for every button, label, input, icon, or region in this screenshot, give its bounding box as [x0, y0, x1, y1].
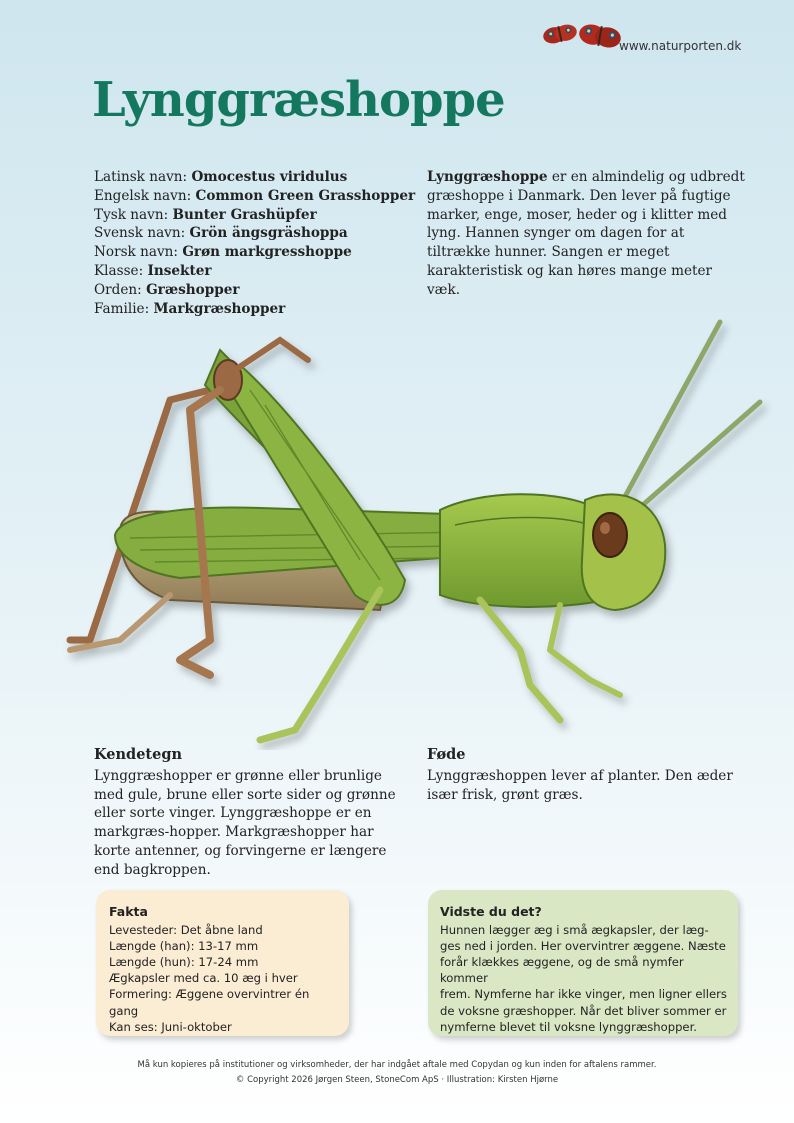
name-row — [94, 224, 414, 243]
butterflies-logo-icon — [536, 14, 626, 60]
name-label: Svensk navn: — [94, 225, 186, 242]
fakta-box — [96, 890, 349, 1036]
fode-section — [427, 746, 747, 804]
name-row — [94, 206, 414, 225]
name-value: Bunter Grashüpfer — [172, 206, 317, 223]
name-label: Norsk navn: — [94, 244, 178, 261]
name-label: Familie: — [94, 300, 150, 317]
grasshopper-illustration — [60, 310, 780, 750]
name-value: Insekter — [147, 262, 212, 279]
fode-heading: Føde — [427, 746, 466, 763]
vidste-line: Hunnen lægger æg i små ægkapsler, der læg- — [440, 923, 709, 938]
names-list — [94, 168, 414, 318]
footer-copy-notice: Må kun kopieres på institutioner og virksomheder, der har indgået aftale med Copydan og kun inden for aftalens rammer. — [137, 1060, 657, 1070]
name-value: Omocestus viridulus — [191, 169, 348, 185]
name-label: Tysk navn: — [94, 206, 169, 223]
name-label: Engelsk navn: — [94, 187, 192, 204]
fakta-line: Længde (han): 13-17 mm — [109, 939, 259, 954]
vidste-line: ges ned i jorden. Her overvintrer æggene. Næste — [440, 939, 726, 954]
name-value: Markgræshopper — [153, 300, 286, 317]
fakta-line: Kan ses: Juni-oktober — [109, 1019, 232, 1034]
name-value: Grön ängsgräshoppa — [189, 225, 348, 242]
vidste-line: frem. Nymferne har ikke vinger, men ligner ellers — [440, 987, 727, 1002]
intro-paragraph — [427, 168, 747, 300]
name-row — [94, 281, 414, 300]
name-value: Græshopper — [146, 281, 240, 298]
fakta-heading: Fakta — [109, 904, 148, 919]
vidste-line: forår klækkes æggene, og de små nymfer kommer — [440, 955, 684, 986]
fakta-line: Længde (hun): 17-24 mm — [109, 955, 259, 970]
name-value: Common Green Grasshopper — [195, 187, 416, 204]
name-label: Klasse: — [94, 262, 144, 279]
name-row — [94, 262, 414, 281]
fakta-line: Levesteder: Det åbne land — [109, 923, 263, 938]
kendetegn-text: Lynggræshopper er grønne eller brunlige med gule, brune eller sorte sider og grønne eller sorte vinger. Lynggræshoppe er en markgræs-hopper. Markgræshopper har korte antenner, og forvingerne er længere end bagkroppen. — [94, 767, 396, 878]
name-label: Latinsk navn: — [94, 169, 188, 185]
intro-text: er en almindelig og udbredt græshoppe i Danmark. Den lever på fugtige marker, enge, moser, heder og i klitter med lyng. Hannen synger om dagen for at tiltrække hunner. Sangen er meget karakteristisk og kan høres mange meter væk. — [427, 169, 745, 298]
footer — [0, 1058, 794, 1088]
kendetegn-section — [94, 746, 404, 880]
fode-text: Lynggræshoppen lever af planter. Den æder især frisk, grønt græs. — [427, 767, 733, 803]
website-url[interactable]: www.naturporten.dk — [619, 39, 742, 53]
vidste-box — [428, 890, 738, 1036]
name-row — [94, 168, 414, 187]
kendetegn-heading: Kendetegn — [94, 746, 183, 763]
name-row — [94, 187, 414, 206]
fakta-line: Formering: Æggene overvintrer én gang — [109, 987, 310, 1018]
footer-copyright: © Copyright 2026 Jørgen Steen, StoneCom ApS · Illustration: Kirsten Hjørne — [235, 1075, 559, 1085]
page-title: Lynggræshoppe — [92, 72, 505, 128]
name-label: Orden: — [94, 281, 142, 298]
vidste-line: nymferne blevet til voksne lynggræshopper. — [440, 1019, 697, 1034]
intro-bold: Lynggræshoppe — [427, 169, 548, 185]
name-row — [94, 243, 414, 262]
vidste-heading: Vidste du det? — [440, 904, 542, 919]
vidste-line: de voksne græshopper. Når det bliver sommer er — [440, 1003, 727, 1018]
fakta-line: Ægkapsler med ca. 10 æg i hver — [109, 971, 298, 986]
name-value: Grøn markgresshoppe — [182, 244, 352, 261]
